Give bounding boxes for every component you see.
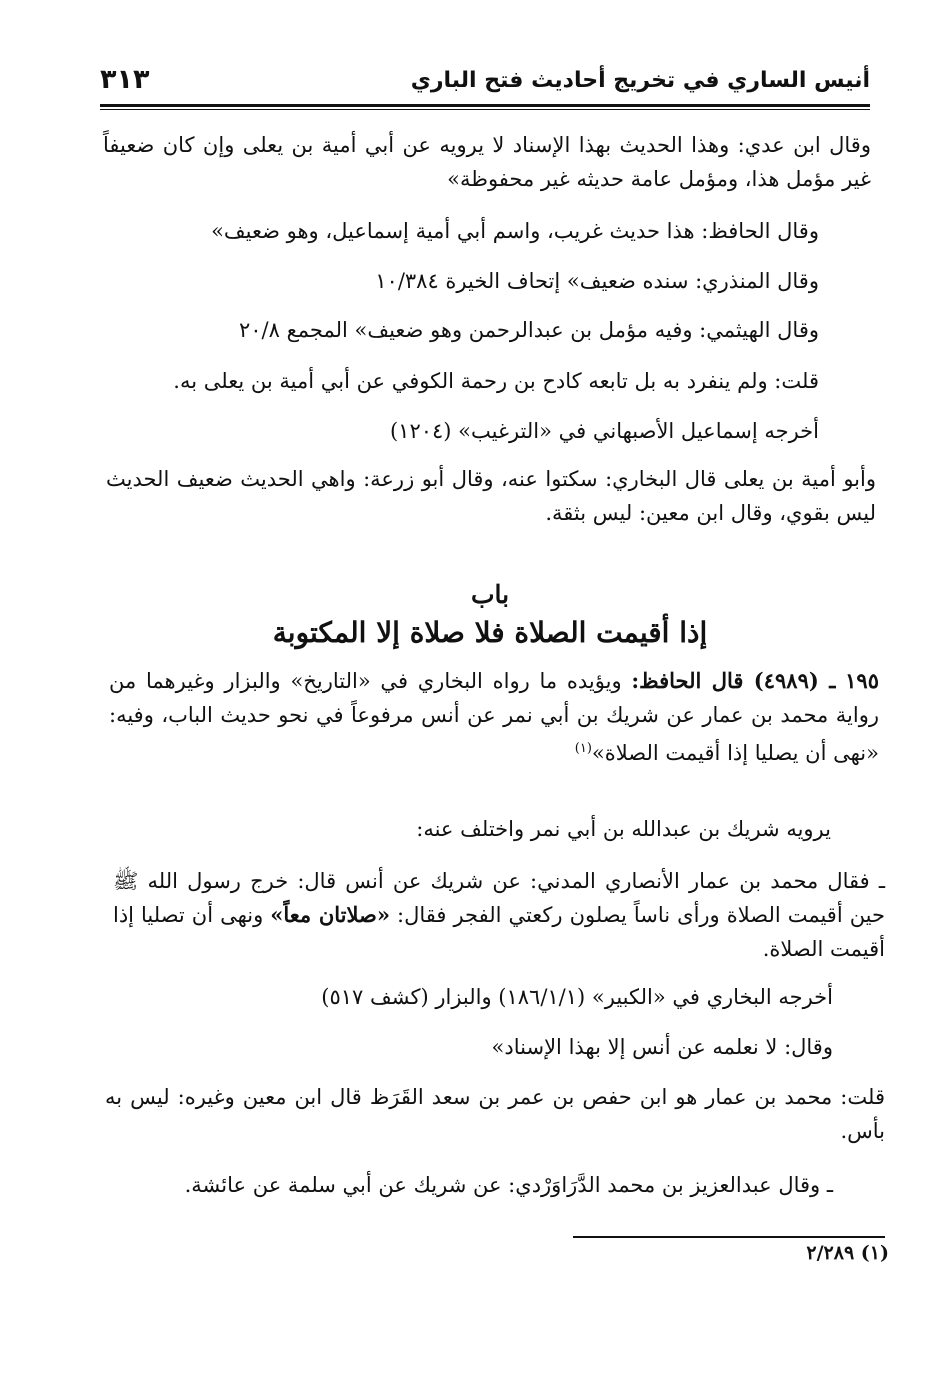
section-title: إذا أقيمت الصلاة فلا صلاة إلا المكتوبة [272,616,708,649]
paragraph-la-naalamuhu: وقال: لا نعلمه عن أنس إلا بهذا الإسناد» [491,1035,833,1059]
footnote-marker: (١) [574,741,592,756]
paragraph-hafiz: وقال الحافظ: هذا حديث غريب، واسم أبي أمية إسماعيل، وهو ضعيف» [211,219,819,243]
hadith-text: ويؤيده ما رواه البخاري في «التاريخ» والبزار وغيرهما من رواية محمد بن عمار عن شريك بن أبي نمر عن أنس مرفوعاً في نحو حديث الباب، وفيه: «نهى أن يصليا إذا أقيمت الصلاة» [109,669,879,765]
bold-quote: «صلاتان معاً» [270,902,390,927]
hadith-number: ١٩٥ [845,668,879,693]
hadith-entry: ١٩٥ ـ (٤٩٨٩) قال الحافظ: ويؤيده ما رواه البخاري في «التاريخ» والبزار وغيرهما من رواية محمد بن عمار عن شريك بن أبي نمر عن أنس مرفوعاً في نحو حديث الباب، وفيه: «نهى أن يصليا إذا أقيمت الصلاة»$^{(١)}$ [109,668,879,765]
narration-text: ـ فقال محمد بن عمار الأنصاري المدني: عن شريك عن أنس قال: خرج رسول الله ﷺ حين أقيمت الصلاة ورأى ناساً يصلون ركعتي الفجر فقال: [113,869,885,927]
footnote-rule [573,1236,885,1238]
header-rule [100,104,870,107]
paragraph-isbahani: أخرجه إسماعيل الأصبهاني في «الترغيب» (١٢٠٤) [389,419,819,443]
paragraph-sharik: يرويه شريك بن عبدالله بن أبي نمر واختلف عنه: [416,817,831,841]
narration-end: ونهى أن تصليا إذا أقيمت الصلاة. [113,903,885,961]
paragraph-abu-umayya: وأبو أمية بن يعلى قال البخاري: سكتوا عنه، وقال أبو زرعة: واهي الحديث ضعيف الحديث ليس بقوي، وقال ابن معين: ليس بثقة. [106,467,876,525]
paragraph-mundhiri: وقال المنذري: سنده ضعيف» إتحاف الخيرة ١٠/٣٨٤ [375,269,819,293]
running-header [100,62,870,102]
footnote: (١) ٢/٢٨٩ [806,1242,889,1264]
paragraph-darawardi: ـ وقال عبدالعزيز بن محمد الدَّرَاوَرْدي: عن شريك عن أبي سلمة عن عائشة. [184,1173,833,1197]
hadith-ref: (٤٩٨٩) قال الحافظ: [631,668,819,693]
section-label: باب [470,580,510,609]
paragraph-muhammad-ammar [113,864,885,966]
book-title: أنيس الساري في تخريج أحاديث فتح الباري [410,68,870,93]
paragraph-bukhari-kabir: أخرجه البخاري في «الكبير» (١٨٦/١/١) والبزار (كشف ٥١٧) [321,985,833,1009]
page-number: ٣١٣ [100,64,150,95]
paragraph-qultu: قلت: ولم ينفرد به بل تابعه كادح بن رحمة الكوفي عن أبي أمية بن يعلى به. [173,369,819,393]
header-rule-thin [100,109,870,110]
paragraph-ibn-adi: وقال ابن عدي: وهذا الحديث بهذا الإسناد لا يرويه عن أبي أمية بن يعلى وإن كان ضعيفاً غير مؤمل هذا، ومؤمل عامة حديثه غير محفوظة» [103,133,871,191]
paragraph-ibn-hafs: قلت: محمد بن عمار هو ابن حفص بن عمر بن سعد القَرَظ قال ابن معين وغيره: ليس به بأس. [105,1085,885,1143]
paragraph-haythami: وقال الهيثمي: وفيه مؤمل بن عبدالرحمن وهو ضعيف» المجمع ٢٠/٨ [238,318,819,342]
